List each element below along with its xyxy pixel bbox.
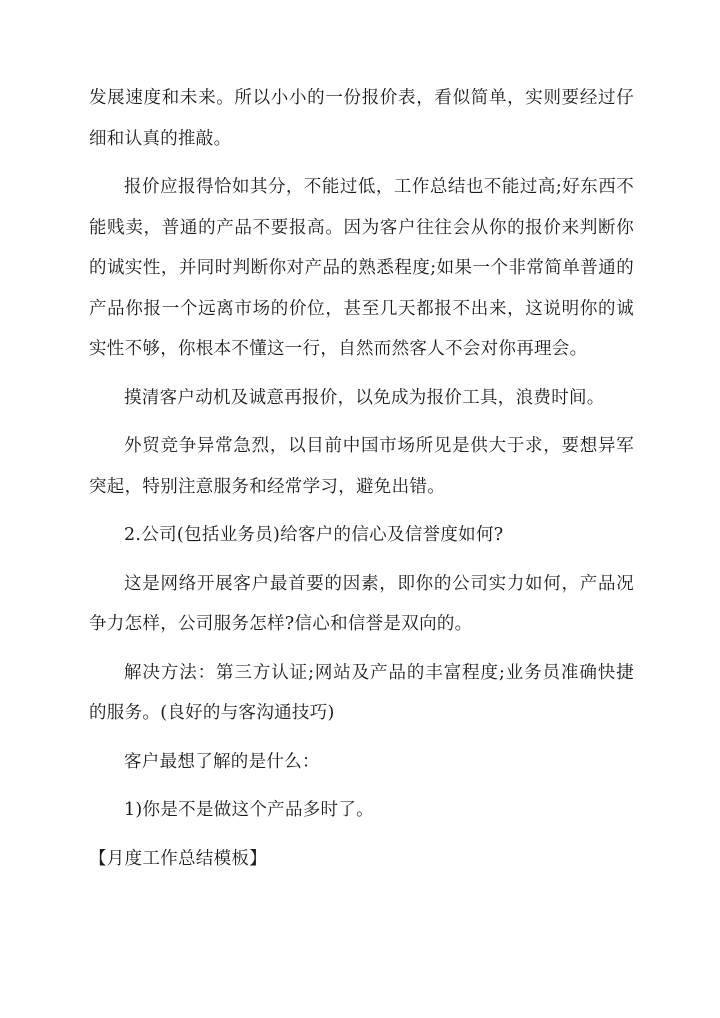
template-heading: 【月度工作总结模板】 xyxy=(89,848,267,869)
paragraph-section-2: 2.公司(包括业务员)给客户的信心及信誉度如何? xyxy=(124,525,504,545)
paragraph-customer-motive: 摸清客户动机及诚意再报价，以免成为报价工具，浪费时间。 xyxy=(124,387,605,408)
paragraph-competition: 外贸竞争异常急烈，以目前中国市场所见是供大于求，要想异军突起，特别注意服务和经常学习，避免出错。 xyxy=(89,436,634,497)
paragraph-solution: 解决方法：第三方认证;网站及产品的丰富程度;业务员准确快捷的服务。(良好的与客沟通技巧) xyxy=(89,662,634,723)
paragraph-list-item-1: 1)你是不是做这个产品多时了。 xyxy=(124,800,374,820)
paragraph-customer-wants: 客户最想了解的是什么： xyxy=(124,751,320,772)
paragraph-continuation: 发展速度和未来。所以小小的一份报价表，看似简单，实则要经过仔细和认真的推敲。 xyxy=(89,88,634,149)
paragraph-quote-pricing: 报价应报得恰如其分，不能过低，工作总结也不能过高;好东西不能贱卖，普通的产品不要报高。因为客户往往会从你的报价来判断你的诚实性，并同时判断你对产品的熟悉程度;如果一个非常简单普通的产品你报一个远离市场的价位，甚至几天都报不出来，这说明你的诚实性不够，你根本不懂这一行，自然而然客人不会对你再理会。 xyxy=(89,177,634,359)
paragraph-company-strength: 这是网络开展客户最首要的因素，即你的公司实力如何，产品况争力怎样，公司服务怎样?信心和信誉是双向的。 xyxy=(89,573,634,634)
document-body xyxy=(89,78,634,879)
